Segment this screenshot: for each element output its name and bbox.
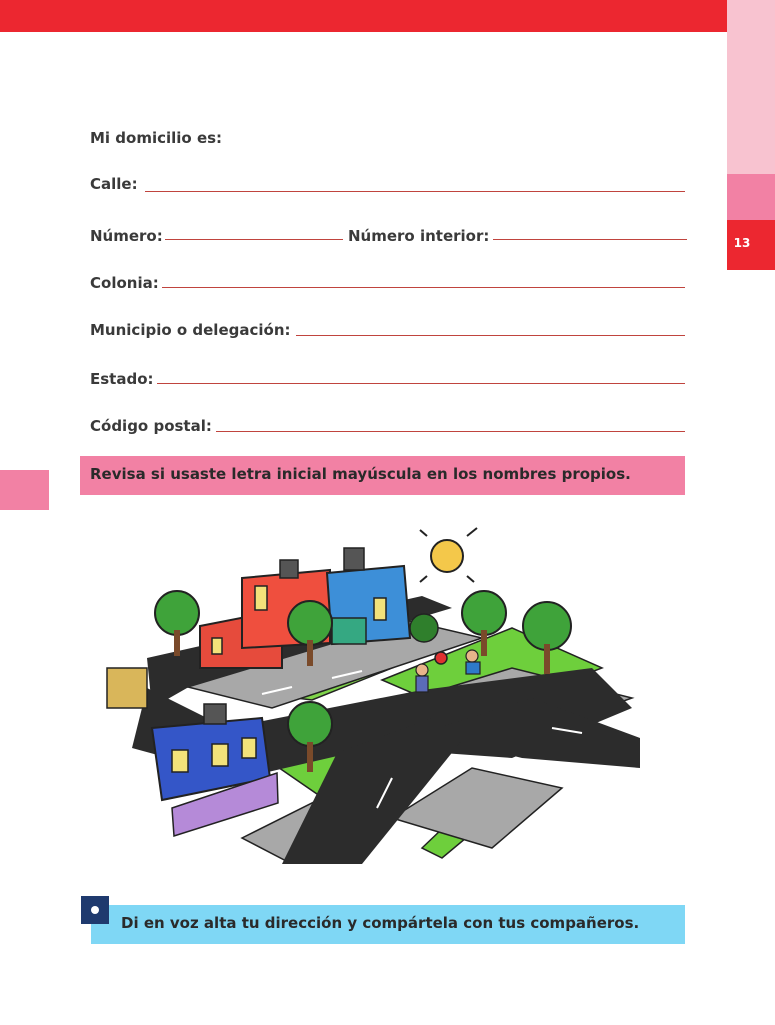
bullet-marker [81, 896, 109, 924]
form-title: Mi domicilio es: [90, 129, 223, 147]
estado-label: Estado: [90, 370, 154, 388]
tip-side-tab [0, 470, 49, 510]
field-municipio [90, 321, 685, 343]
estado-input-line[interactable] [157, 383, 685, 384]
page-number: 13 [733, 236, 751, 250]
field-codigo-postal [90, 417, 685, 439]
municipio-input-line[interactable] [296, 335, 685, 336]
note-text: Di en voz alta tu dirección y compártela con tus compañeros. [121, 914, 640, 932]
colonia-label: Colonia: [90, 274, 159, 292]
tip-text: Revisa si usaste letra inicial mayúscula en los nombres propios. [90, 465, 631, 483]
field-estado [90, 370, 685, 392]
field-calle [90, 175, 685, 197]
tip-banner [80, 456, 685, 495]
note-banner [91, 905, 685, 944]
codigo-postal-input-line[interactable] [216, 431, 685, 432]
municipio-label: Municipio o delegación: [90, 321, 291, 339]
side-tab-mid [727, 174, 775, 220]
neighborhood-illustration [92, 518, 640, 864]
calle-input-line[interactable] [145, 191, 685, 192]
numero-label: Número: [90, 227, 163, 245]
numero-input-line[interactable] [165, 239, 343, 240]
colonia-input-line[interactable] [162, 287, 685, 288]
field-colonia [90, 274, 685, 296]
numero-interior-label: Número interior: [348, 227, 490, 245]
calle-label: Calle: [90, 175, 138, 193]
bullet-dot-icon [91, 906, 99, 914]
top-header-bar [0, 0, 727, 32]
side-tab-light [727, 0, 775, 174]
field-numero [90, 227, 687, 249]
codigo-postal-label: Código postal: [90, 417, 212, 435]
numero-interior-input-line[interactable] [493, 239, 687, 240]
